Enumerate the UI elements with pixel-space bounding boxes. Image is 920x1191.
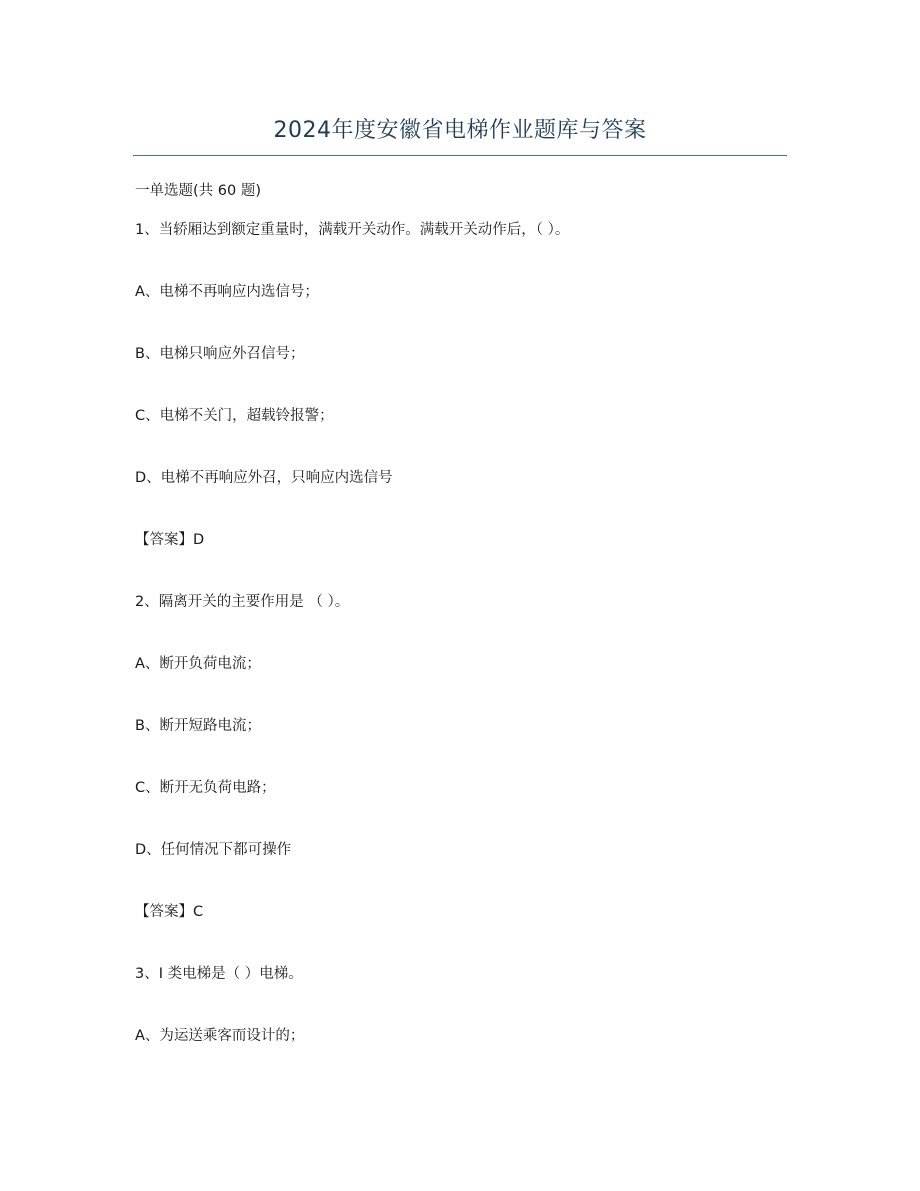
question-2-option-a: A、断开负荷电流； — [135, 656, 261, 672]
question-1-stem: 1、当轿厢达到额定重量时，满载开关动作。满载开关动作后，（ ）。 — [135, 222, 570, 238]
question-3-stem: 3、I 类电梯是（ ）电梯。 — [135, 966, 303, 982]
question-2-stem: 2、隔离开关的主要作用是 （ ）。 — [135, 594, 350, 610]
question-1-option-c: C、电梯不关门，超载铃报警； — [135, 408, 334, 424]
section-heading: 一单选题(共 60 题) — [135, 183, 261, 199]
question-2-answer: 【答案】C — [135, 904, 204, 920]
question-1-option-b: B、电梯只响应外召信号； — [135, 346, 305, 362]
title-divider — [133, 155, 787, 156]
question-2-option-d: D、任何情况下都可操作 — [135, 842, 292, 858]
question-2-option-c: C、断开无负荷电路； — [135, 780, 276, 796]
question-1-option-a: A、电梯不再响应内选信号； — [135, 284, 319, 300]
question-1-option-d: D、电梯不再响应外召，只响应内选信号 — [135, 470, 393, 486]
question-3-option-a: A、为运送乘客而设计的； — [135, 1028, 305, 1044]
question-2-option-b: B、断开短路电流； — [135, 718, 261, 734]
page-title: 2024年度安徽省电梯作业题库与答案 — [273, 118, 647, 143]
question-1-answer: 【答案】D — [135, 532, 205, 548]
